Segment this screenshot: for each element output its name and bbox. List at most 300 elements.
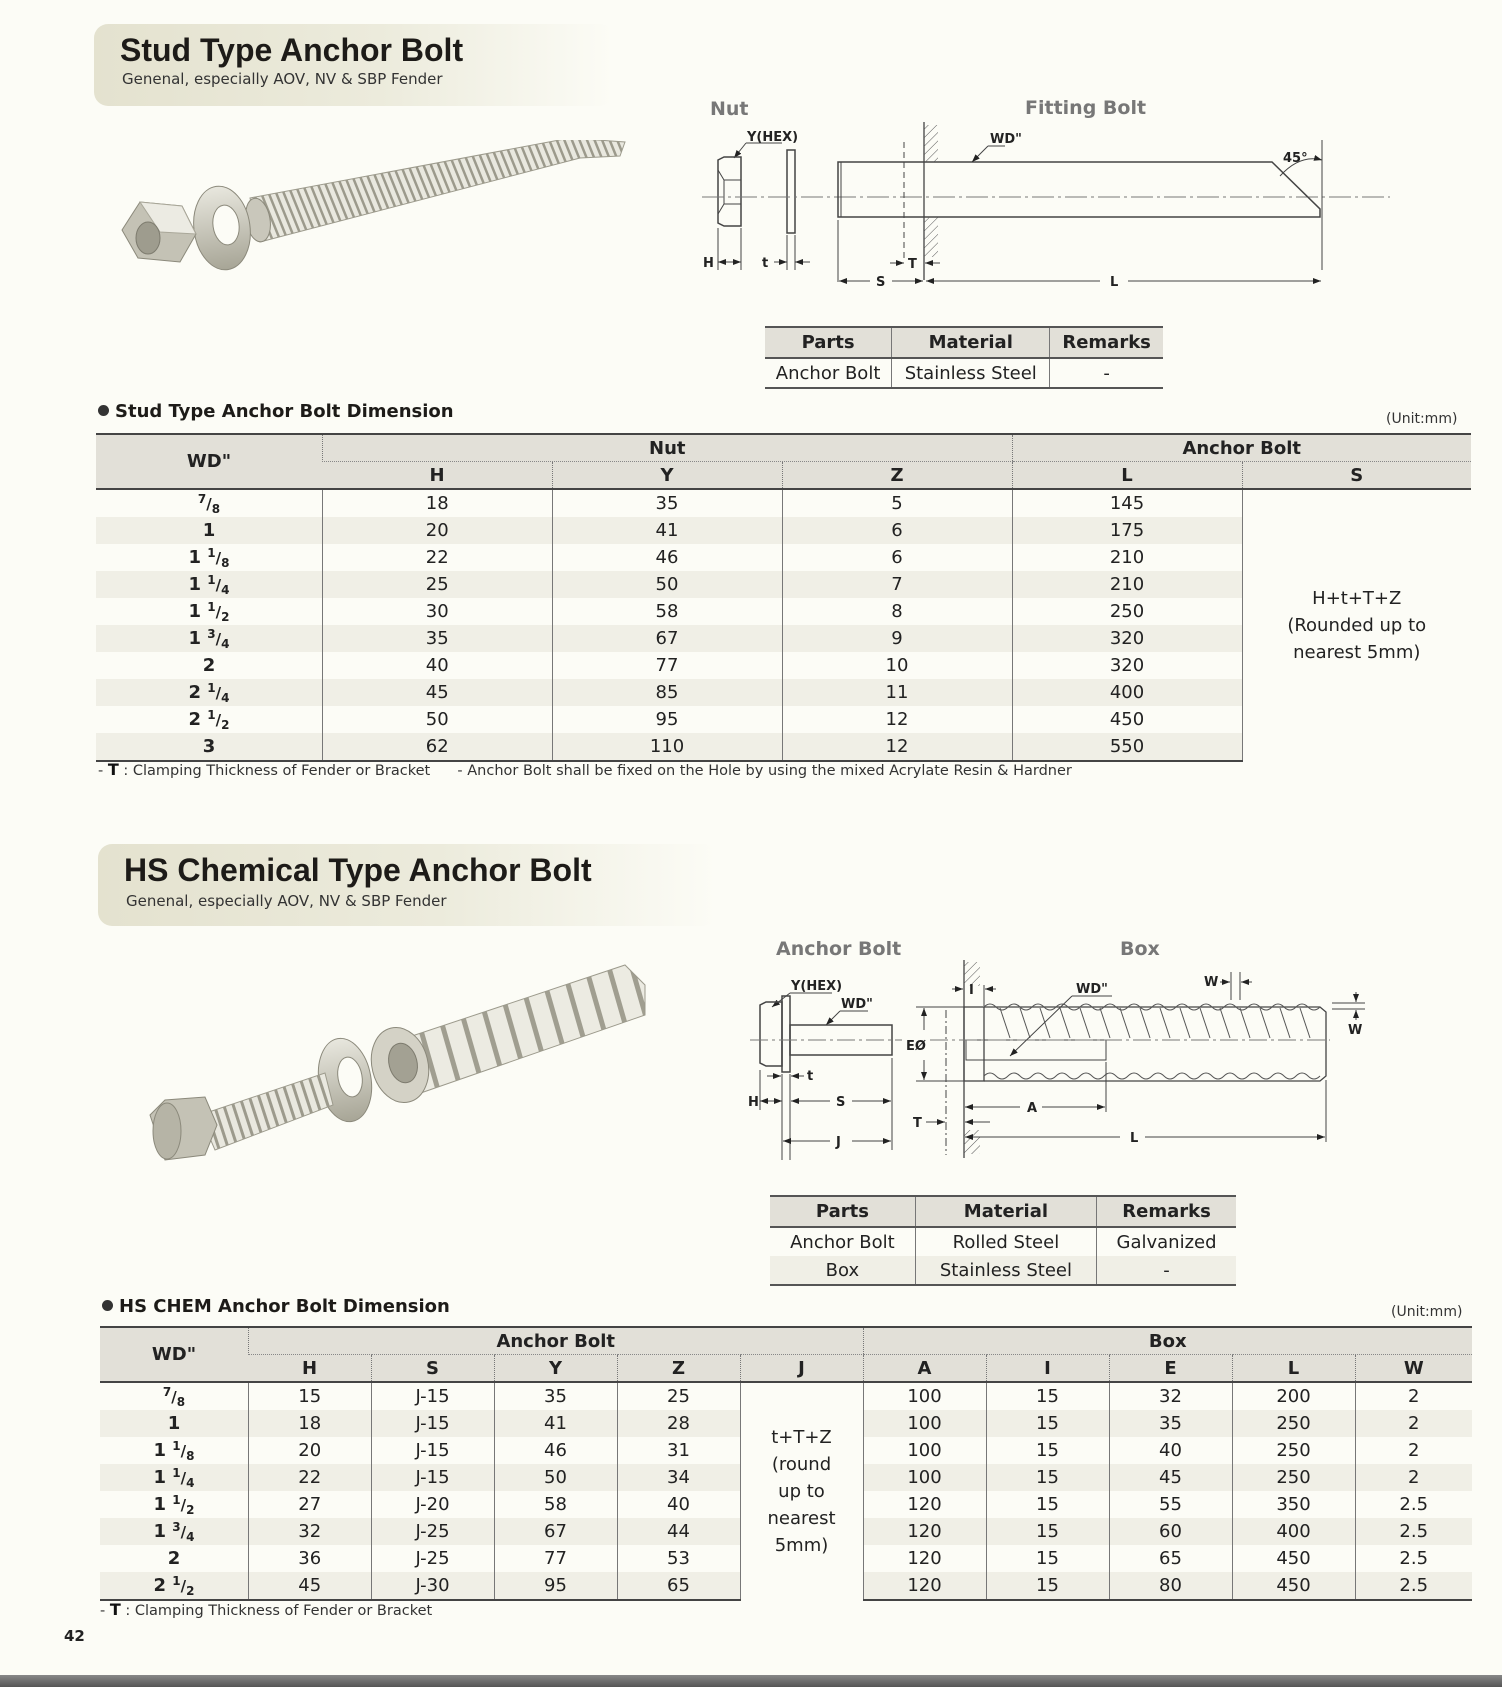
cell-h: 25: [323, 571, 553, 598]
cell-h: 20: [323, 517, 553, 544]
materials2-remarks: Galvanized: [1097, 1227, 1236, 1256]
col-header-y: Y: [494, 1355, 617, 1383]
cell-l: 210: [1012, 571, 1242, 598]
section1-dimension-heading-text: Stud Type Anchor Bolt Dimension: [115, 401, 454, 422]
l-label-2: L: [1130, 1131, 1139, 1146]
washer-icon: [188, 183, 255, 274]
section1-banner: [94, 24, 614, 106]
cell-i: 15: [986, 1518, 1109, 1545]
cell-e: 35: [1109, 1410, 1232, 1437]
section1-unit: (Unit:mm): [1386, 411, 1458, 427]
col-header-s: S: [371, 1355, 494, 1383]
cell-l: 550: [1012, 733, 1242, 761]
cell-s: J-15: [371, 1410, 494, 1437]
cell-h: 15: [249, 1382, 372, 1410]
cell-l: 450: [1012, 706, 1242, 733]
wd-whole: 2: [167, 1548, 181, 1569]
wd-slash: /: [180, 1522, 187, 1541]
wd-whole: 1: [153, 1520, 167, 1542]
cell-l: 250: [1232, 1410, 1355, 1437]
materials2-row: [770, 1227, 1236, 1256]
wd-denominator: 2: [186, 1502, 195, 1517]
cell-l: 400: [1012, 679, 1242, 706]
e-diameter-label: EØ: [906, 1039, 926, 1054]
t-label-2: T: [913, 1116, 922, 1131]
hex-nut-icon: [122, 202, 196, 262]
cell-y: 77: [494, 1545, 617, 1572]
nut-label: Nut: [710, 98, 749, 120]
cell-wd: [96, 706, 323, 733]
cell-wd: [96, 598, 323, 625]
stud-anchor-bolt-illustration: [110, 140, 630, 300]
materials2-material: Stainless Steel: [915, 1256, 1096, 1285]
wd-denominator: 4: [221, 636, 230, 651]
box-sleeve-icon: [364, 965, 645, 1109]
cell-y: 41: [494, 1410, 617, 1437]
cell-h: 22: [249, 1464, 372, 1491]
cell-wd: [100, 1437, 249, 1464]
cell-j-formula: [740, 1382, 863, 1600]
cell-s: J-15: [371, 1437, 494, 1464]
cell-w: 2.5: [1355, 1518, 1472, 1545]
col-header-wd: WD": [96, 434, 323, 489]
cell-s: J-15: [371, 1464, 494, 1491]
wd-slash: /: [215, 710, 222, 729]
group-header-anchor-bolt: Anchor Bolt: [249, 1327, 864, 1355]
stud-anchor-bolt-drawing: [700, 90, 1390, 290]
group-header-nut: Nut: [323, 434, 1013, 462]
cell-j-formula-line: t+T+Z: [771, 1427, 832, 1448]
materials2-part: Box: [770, 1256, 915, 1285]
note-key: T: [107, 760, 119, 779]
wd-numerator: 1: [172, 1492, 181, 1507]
cell-y: 46: [494, 1437, 617, 1464]
wd-whole: 2: [202, 655, 216, 676]
cell-l: 320: [1012, 652, 1242, 679]
wd-numerator: 1: [207, 680, 216, 695]
cell-wd: [100, 1545, 249, 1572]
cell-i: 15: [986, 1572, 1109, 1600]
y-hex-label: Y(HEX): [747, 130, 799, 145]
cell-z: 53: [617, 1545, 740, 1572]
cell-l: 250: [1232, 1437, 1355, 1464]
wd-denominator: 8: [186, 1448, 195, 1463]
section1-title: Stud Type Anchor Bolt: [120, 32, 464, 68]
wd-whole: 1: [188, 600, 202, 622]
cell-w: 2: [1355, 1382, 1472, 1410]
cell-y: 35: [552, 489, 782, 517]
cell-e: 65: [1109, 1545, 1232, 1572]
cell-wd: [96, 652, 323, 679]
materials-remarks: -: [1050, 358, 1163, 388]
wd-whole: 3: [202, 736, 216, 757]
materials2-remarks: -: [1097, 1256, 1236, 1285]
wd-denominator: 4: [221, 690, 230, 705]
cell-y: 35: [494, 1382, 617, 1410]
wd-whole: 2: [153, 1574, 167, 1596]
cell-z: 65: [617, 1572, 740, 1600]
cell-w: 2: [1355, 1437, 1472, 1464]
cell-y: 67: [494, 1518, 617, 1545]
cell-j-formula-line: (round: [771, 1454, 832, 1475]
col-header-i: I: [986, 1355, 1109, 1383]
cell-z: 11: [782, 679, 1012, 706]
col-header-wd: WD": [100, 1327, 249, 1382]
cell-z: 6: [782, 544, 1012, 571]
col-header-e: E: [1109, 1355, 1232, 1383]
wd-fraction: [197, 491, 221, 516]
cell-s: J-25: [371, 1545, 494, 1572]
wd-denominator: 8: [176, 1394, 186, 1409]
cell-h: 40: [323, 652, 553, 679]
col-header-h: H: [323, 462, 553, 490]
cell-a: 100: [863, 1410, 986, 1437]
cell-h: 45: [323, 679, 553, 706]
cell-i: 15: [986, 1464, 1109, 1491]
w-label-side: W: [1348, 1023, 1363, 1038]
cell-l: 400: [1232, 1518, 1355, 1545]
wd-numerator: 7: [197, 491, 207, 506]
threaded-rod-icon: [242, 140, 625, 244]
cell-z: 44: [617, 1518, 740, 1545]
wd-denominator: 8: [221, 555, 230, 570]
section1-dimension-heading: [98, 401, 454, 422]
cell-h: 27: [249, 1491, 372, 1518]
note-clamping-thickness: : Clamping Thickness of Fender or Bracket: [118, 763, 431, 779]
wd-fraction: [172, 1519, 195, 1544]
col-header-w: W: [1355, 1355, 1472, 1383]
wd-slash: /: [180, 1441, 187, 1460]
note-prefix: -: [98, 763, 108, 779]
cell-e: 55: [1109, 1491, 1232, 1518]
cell-h: 22: [323, 544, 553, 571]
cell-z: 25: [617, 1382, 740, 1410]
col-header-y: Y: [552, 462, 782, 490]
materials2-header-remarks: Remarks: [1097, 1196, 1236, 1227]
wd-whole: 1: [167, 1413, 181, 1434]
wd-slash: /: [206, 494, 212, 513]
materials2-part: Anchor Bolt: [790, 1231, 895, 1253]
a-label: A: [1027, 1101, 1038, 1116]
h-label: H: [703, 256, 714, 271]
materials-header-remarks: Remarks: [1050, 327, 1163, 358]
bullet-icon: [98, 405, 109, 416]
col-header-l: L: [1012, 462, 1242, 490]
section2-subtitle: Genenal, especially AOV, NV & SBP Fender: [126, 892, 447, 910]
cell-h: 18: [249, 1410, 372, 1437]
cell-l: 175: [1012, 517, 1242, 544]
wd-denominator: 2: [221, 717, 230, 732]
wd-whole: 2: [188, 708, 202, 730]
cell-s-formula-line: (Rounded up to: [1287, 615, 1427, 636]
cell-z: 12: [782, 706, 1012, 733]
wd-fraction: [162, 1384, 186, 1409]
cell-h: 50: [323, 706, 553, 733]
cell-s: J-25: [371, 1518, 494, 1545]
wd-denominator: 2: [221, 609, 230, 624]
col-header-a: A: [863, 1355, 986, 1383]
cell-l: 145: [1012, 489, 1242, 517]
col-header-z: Z: [617, 1355, 740, 1383]
i-label: I: [969, 983, 974, 998]
cell-s-formula: [1242, 489, 1471, 761]
cell-wd: [100, 1518, 249, 1545]
materials2-row: [770, 1256, 1236, 1285]
wd-whole: 1: [188, 627, 202, 649]
cell-h: 32: [249, 1518, 372, 1545]
cell-s-formula-line: nearest 5mm): [1293, 642, 1421, 663]
wd-numerator: 1: [207, 572, 216, 587]
col-header-s: S: [1242, 462, 1471, 490]
cell-z: 10: [782, 652, 1012, 679]
wd-slash: /: [215, 575, 222, 594]
cell-y: 110: [552, 733, 782, 761]
wd-whole: 1: [188, 546, 202, 568]
hs-chemical-anchor-bolt-drawing: [720, 930, 1460, 1160]
cell-z: 28: [617, 1410, 740, 1437]
wd-box-label: WD": [1076, 982, 1108, 997]
cell-l: 350: [1232, 1491, 1355, 1518]
materials-header-parts: Parts: [765, 327, 892, 358]
cell-y: 95: [494, 1572, 617, 1600]
wd-slash: /: [180, 1576, 187, 1595]
cell-s: J-20: [371, 1491, 494, 1518]
materials-part: Anchor Bolt: [765, 358, 892, 388]
cell-h: 36: [249, 1545, 372, 1572]
cell-e: 45: [1109, 1464, 1232, 1491]
cell-wd: [96, 517, 323, 544]
cell-y: 85: [552, 679, 782, 706]
wd-denominator: 4: [186, 1475, 195, 1490]
hs-chem-dimension-table: [100, 1326, 1472, 1601]
cell-h: 30: [323, 598, 553, 625]
cell-z: 40: [617, 1491, 740, 1518]
cell-z: 8: [782, 598, 1012, 625]
cell-y: 95: [552, 706, 782, 733]
cell-wd: [100, 1464, 249, 1491]
cell-wd: [100, 1572, 249, 1600]
section2-dimension-heading: [102, 1296, 450, 1317]
cell-a: 100: [863, 1464, 986, 1491]
wd-fraction: [172, 1465, 195, 1490]
cell-l: 250: [1012, 598, 1242, 625]
wd-numerator: 1: [207, 599, 216, 614]
cell-i: 15: [986, 1491, 1109, 1518]
cell-y: 58: [552, 598, 782, 625]
box-label: Box: [1120, 938, 1160, 960]
cell-l: 210: [1012, 544, 1242, 571]
wd-numerator: 1: [207, 545, 216, 560]
cell-a: 120: [863, 1572, 986, 1600]
angle-label: 45°: [1283, 151, 1308, 166]
section1-materials-table: [765, 326, 1163, 389]
bullet-icon: [102, 1300, 113, 1311]
table-row: [100, 1382, 1472, 1410]
cell-a: 120: [863, 1518, 986, 1545]
wd-label: WD": [990, 132, 1022, 147]
wd-fraction: [172, 1573, 195, 1598]
section1-notes: [98, 760, 1072, 779]
materials2-header-material: Material: [915, 1196, 1096, 1227]
s-label: S: [876, 275, 886, 290]
wd-slash: /: [180, 1468, 187, 1487]
wd-denominator: 4: [221, 582, 230, 597]
cell-e: 32: [1109, 1382, 1232, 1410]
fitting-bolt-label: Fitting Bolt: [1025, 97, 1147, 119]
w-label-top: W: [1204, 975, 1219, 990]
wd-fraction: [207, 599, 230, 624]
stud-dimension-table: [96, 433, 1471, 762]
cell-y: 77: [552, 652, 782, 679]
materials2-header-parts: Parts: [770, 1196, 915, 1227]
cell-wd: [96, 733, 323, 761]
t-small-label: t: [762, 256, 769, 271]
s-label-2: S: [836, 1095, 846, 1110]
h-label-2: H: [748, 1095, 759, 1110]
wd-slash: /: [171, 1387, 177, 1406]
cell-j-formula-line: up to: [778, 1481, 825, 1502]
wd-whole: 1: [202, 520, 216, 541]
wd-numerator: 7: [162, 1384, 172, 1399]
wd-slash: /: [180, 1495, 187, 1514]
cell-y: 41: [552, 517, 782, 544]
wd-numerator: 1: [172, 1438, 181, 1453]
section2-unit: (Unit:mm): [1391, 1304, 1463, 1320]
section2-notes: [100, 1600, 432, 1619]
wd-whole: 1: [153, 1466, 167, 1488]
wd-slash: /: [215, 629, 222, 648]
materials-row: [765, 358, 1163, 388]
wd-denominator: 4: [186, 1529, 195, 1544]
cell-z: 34: [617, 1464, 740, 1491]
col-header-z: Z: [782, 462, 1012, 490]
cell-wd: [96, 544, 323, 571]
section2-dimension-heading-text: HS CHEM Anchor Bolt Dimension: [119, 1296, 450, 1317]
cell-w: 2: [1355, 1410, 1472, 1437]
cell-z: 31: [617, 1437, 740, 1464]
cell-h: 18: [323, 489, 553, 517]
note-key: T: [109, 1600, 121, 1619]
wd-denominator: 2: [186, 1583, 195, 1598]
hex-bolt-icon: [150, 1073, 333, 1160]
t-label: T: [908, 257, 917, 272]
col-header-h: H: [249, 1355, 372, 1383]
cell-wd: [100, 1491, 249, 1518]
cell-w: 2.5: [1355, 1491, 1472, 1518]
cell-z: 9: [782, 625, 1012, 652]
cell-w: 2.5: [1355, 1545, 1472, 1572]
wd-whole: 2: [188, 681, 202, 703]
wd-fraction: [207, 680, 230, 705]
cell-l: 320: [1012, 625, 1242, 652]
cell-e: 60: [1109, 1518, 1232, 1545]
wd-slash: /: [215, 548, 222, 567]
note-clamping-thickness: : Clamping Thickness of Fender or Bracket: [120, 1603, 433, 1619]
cell-y: 58: [494, 1491, 617, 1518]
cell-e: 80: [1109, 1572, 1232, 1600]
cell-l: 200: [1232, 1382, 1355, 1410]
materials2-material: Rolled Steel: [915, 1227, 1096, 1256]
cell-wd: [96, 625, 323, 652]
l-label: L: [1110, 275, 1119, 290]
cell-z: 6: [782, 517, 1012, 544]
cell-w: 2: [1355, 1464, 1472, 1491]
wd-numerator: 3: [172, 1519, 181, 1534]
y-hex-label-2: Y(HEX): [791, 979, 843, 994]
anchor-bolt-label: Anchor Bolt: [776, 938, 902, 960]
cell-s: J-30: [371, 1572, 494, 1600]
materials-header-material: Material: [892, 327, 1050, 358]
wd-fraction: [207, 545, 230, 570]
cell-s: J-15: [371, 1382, 494, 1410]
cell-z: 5: [782, 489, 1012, 517]
section2-title: HS Chemical Type Anchor Bolt: [124, 852, 592, 888]
wd-fraction: [207, 626, 230, 651]
section2-materials-table: [770, 1195, 1236, 1286]
cell-wd: [100, 1382, 249, 1410]
wd-fraction: [172, 1438, 195, 1463]
section1-subtitle: Genenal, especially AOV, NV & SBP Fender: [122, 70, 443, 88]
cell-i: 15: [986, 1545, 1109, 1572]
cell-l: 450: [1232, 1572, 1355, 1600]
cell-e: 40: [1109, 1437, 1232, 1464]
wd-whole: 1: [153, 1439, 167, 1461]
wd-slash: /: [215, 602, 222, 621]
wd-label-2: WD": [841, 997, 873, 1012]
cell-h: 62: [323, 733, 553, 761]
wd-slash: /: [215, 683, 222, 702]
cell-z: 7: [782, 571, 1012, 598]
cell-y: 67: [552, 625, 782, 652]
cell-wd: [96, 489, 323, 517]
cell-l: 250: [1232, 1464, 1355, 1491]
cell-j-formula-line: 5mm): [774, 1535, 829, 1556]
cell-h: 45: [249, 1572, 372, 1600]
table-row: [96, 489, 1471, 517]
cell-i: 15: [986, 1437, 1109, 1464]
cell-wd: [96, 571, 323, 598]
col-header-l: L: [1232, 1355, 1355, 1383]
page-number: 42: [64, 1627, 85, 1645]
note-acrylate-resin: - Anchor Bolt shall be fixed on the Hole by using the mixed Acrylate Resin & Hardner: [457, 763, 1072, 779]
cell-w: 2.5: [1355, 1572, 1472, 1600]
wd-whole: 1: [188, 573, 202, 595]
j-label: J: [836, 1135, 841, 1150]
cell-y: 50: [494, 1464, 617, 1491]
cell-a: 120: [863, 1491, 986, 1518]
group-header-box: Box: [863, 1327, 1472, 1355]
wd-whole: 1: [153, 1493, 167, 1515]
cell-l: 450: [1232, 1545, 1355, 1572]
cell-s-formula-line: H+t+T+Z: [1312, 588, 1402, 609]
note-prefix: -: [100, 1603, 110, 1619]
page-bottom-edge: [0, 1675, 1502, 1687]
cell-y: 50: [552, 571, 782, 598]
cell-a: 100: [863, 1382, 986, 1410]
wd-numerator: 1: [207, 707, 216, 722]
cell-a: 100: [863, 1437, 986, 1464]
wd-denominator: 8: [211, 501, 221, 516]
cell-a: 120: [863, 1545, 986, 1572]
wd-numerator: 1: [172, 1465, 181, 1480]
cell-i: 15: [986, 1410, 1109, 1437]
materials-material: Stainless Steel: [892, 358, 1050, 388]
group-header-anchor-bolt: Anchor Bolt: [1012, 434, 1471, 462]
cell-h: 20: [249, 1437, 372, 1464]
cell-h: 35: [323, 625, 553, 652]
wd-numerator: 3: [207, 626, 216, 641]
wd-numerator: 1: [172, 1573, 181, 1588]
